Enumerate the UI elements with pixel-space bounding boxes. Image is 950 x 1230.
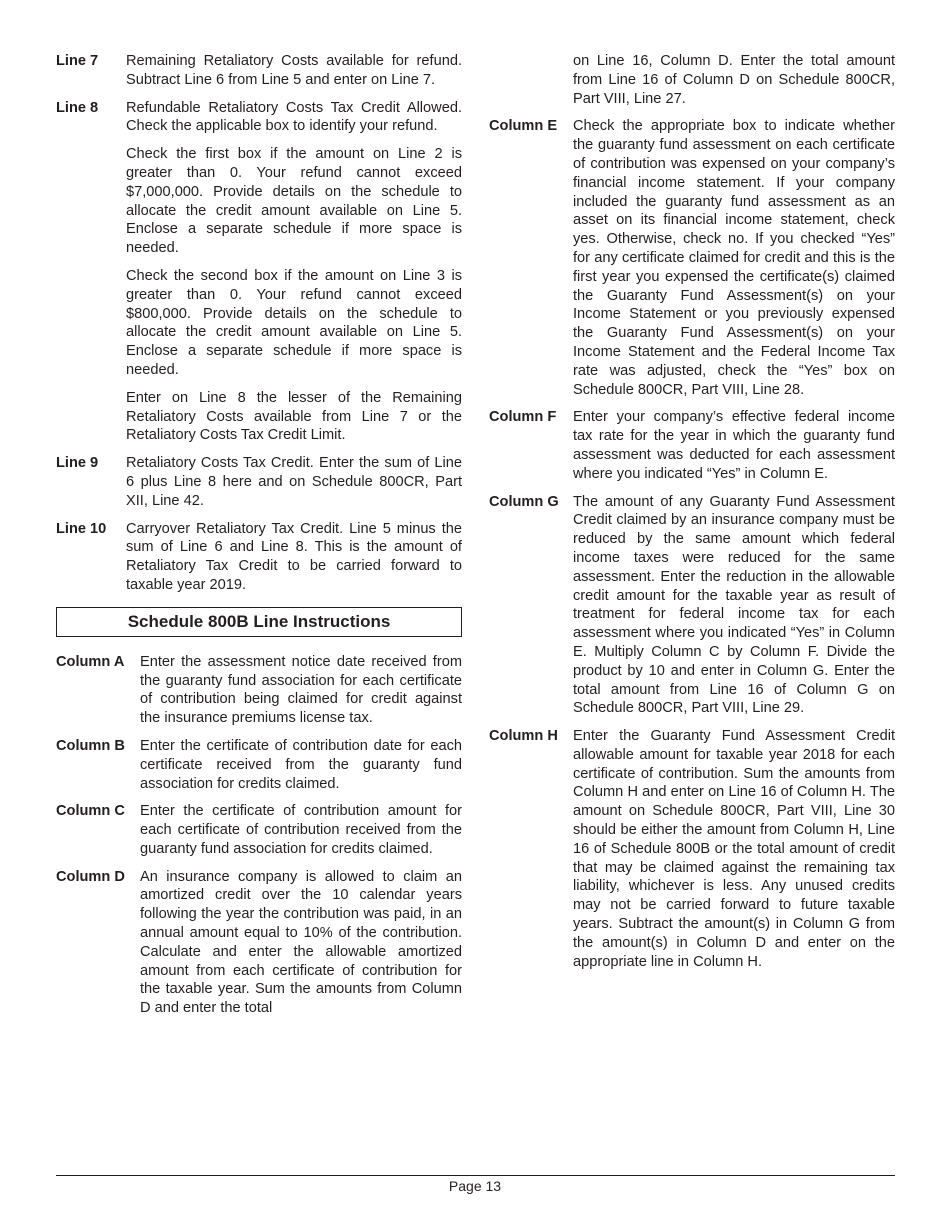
column-text: Enter the certificate of contribution date for each certificate received from the guaranty fund association for credits claimed. bbox=[140, 737, 462, 792]
column-label: Column F bbox=[489, 409, 557, 426]
column-label: Column G bbox=[489, 493, 559, 510]
line-text: Refundable Retaliatory Costs Tax Credit Allowed. Check the applicable box to identify your refund. bbox=[126, 99, 462, 135]
column-g-entry bbox=[489, 493, 895, 719]
line-label: Line 10 bbox=[56, 520, 107, 537]
line-label: Line 8 bbox=[56, 99, 99, 116]
line-10-entry bbox=[56, 520, 462, 595]
page-number: Page 13 bbox=[448, 1178, 502, 1194]
line-label: Line 9 bbox=[56, 455, 99, 472]
column-label: Column C bbox=[56, 803, 125, 820]
left-column bbox=[56, 52, 462, 1027]
column-text: An insurance company is allowed to claim an amortized credit over the 10 calendar years following the year the contribution was paid, in an annual amount equal to 10% of the contribution. Calculate and enter the allowable amortized amount from each certificate of contribution for the taxable year. Sum the amounts from Column D and enter the total bbox=[140, 868, 462, 1017]
line-text: Enter on Line 8 the lesser of the Remaining Retaliatory Costs available from Line 7 or the Retaliatory Costs Tax Credit Limit. bbox=[126, 389, 462, 444]
column-c-entry bbox=[56, 802, 462, 858]
column-text: Enter the Guaranty Fund Assessment Credit allowable amount for taxable year 2018 for each certificate of contribution. Sum the amounts from Column H and enter on Line 16 of Column H. The amount on Schedule 800CR, Part VIII, Line 30 should be either the amount from Column H, Line 16 of Schedule 800B or the total amount of credit that may be claimed against the remaining tax liability, whichever is less. Any unused credits may not be carried forward to future taxable years. Subtract the amount(s) in Column G from the amount(s) in Column D and enter on the appropriate line in Column H. bbox=[573, 728, 895, 970]
line-label: Line 7 bbox=[56, 53, 99, 69]
column-text: Enter your company’s effective federal income tax rate for the year in which the guaranty fund assessment was deducted for each assessment where you indicated “Yes” in Column E. bbox=[573, 409, 895, 482]
line-8-entry bbox=[56, 99, 462, 446]
column-f-entry bbox=[489, 408, 895, 483]
column-text: Enter the certificate of contribution amount for each certificate of contribution received from the guaranty fund association for credits claimed. bbox=[140, 803, 462, 857]
column-e-entry bbox=[489, 117, 895, 399]
footer-divider bbox=[56, 1175, 895, 1176]
column-a-entry bbox=[56, 653, 462, 728]
line-text: Check the second box if the amount on Line 3 is greater than 0. Your refund cannot exceed $800,000. Provide details on the schedule to allocate the credit amount available on Line 5. Enclose a separate schedule if more space is needed. bbox=[126, 267, 462, 378]
column-label: Column B bbox=[56, 737, 125, 754]
line-7-entry bbox=[56, 52, 462, 90]
column-label: Column D bbox=[56, 868, 125, 885]
column-text: Enter the assessment notice date received from the guaranty fund association for each certificate of contribution being claimed for credit against the insurance premiums license tax. bbox=[140, 653, 462, 727]
column-d-continuation: on Line 16, Column D. Enter the total amount from Line 16 of Column D on Schedule 800CR, Part VIII, Line 27. bbox=[573, 53, 895, 107]
right-column bbox=[489, 52, 895, 980]
column-text: Check the appropriate box to indicate whether the guaranty fund assessment on each certificate of contribution was expensed on your company’s financial income statement. If your company included the guaranty fund assessment as an asset on its financial income statement, check yes. Otherwise, check no. If you checked “Yes” for any certificate claimed for credit and this is the first year you expensed the certificate(s) claimed the Guaranty Fund Assessment(s) on your Income Statement or you previously expensed the Guaranty Fund Assessment(s) on your Income Statement and the Federal Income Tax rate was adjusted, check the “Yes” box on Schedule 800CR, Part VIII, Line 28. bbox=[573, 118, 895, 398]
column-h-entry bbox=[489, 727, 895, 971]
column-text: The amount of any Guaranty Fund Assessment Credit claimed by an insurance company must be reduced by the same amount which federal income taxes were reduced for the same assessment. Enter the reduction in the allowable credit amount for the taxable year as result of treatment for federal income tax for each assessment where you indicated “Yes” in Column E. Multiply Column C by Column F. Divide the product by 10 and enter in Column G. Enter the total amount from Line 16 of Column G on Schedule 800CR, Part VIII, Line 29. bbox=[573, 493, 895, 717]
column-label: Column E bbox=[489, 118, 558, 135]
line-text: Carryover Retaliatory Tax Credit. Line 5 minus the sum of Line 6 and Line 8. This is the amount of Retaliatory Tax Credit to be carried forward to taxable year 2019. bbox=[126, 520, 462, 593]
column-label: Column A bbox=[56, 653, 125, 670]
line-9-entry bbox=[56, 454, 462, 510]
column-b-entry bbox=[56, 737, 462, 793]
schedule-heading: Schedule 800B Line Instructions bbox=[56, 607, 462, 637]
column-label: Column H bbox=[489, 728, 558, 745]
line-text: Remaining Retaliatory Costs available for refund. Subtract Line 6 from Line 5 and enter on Line 7. bbox=[126, 53, 462, 88]
line-text: Retaliatory Costs Tax Credit. Enter the sum of Line 6 plus Line 8 here and on Schedule 800CR, Part XII, Line 42. bbox=[126, 455, 462, 509]
line-text: Check the first box if the amount on Line 2 is greater than 0. Your refund cannot exceed $7,000,000. Provide details on the schedule to allocate the credit amount available on Line 5. Enclose a separate schedule if more space is needed. bbox=[126, 146, 462, 257]
column-d-entry bbox=[56, 868, 462, 1018]
